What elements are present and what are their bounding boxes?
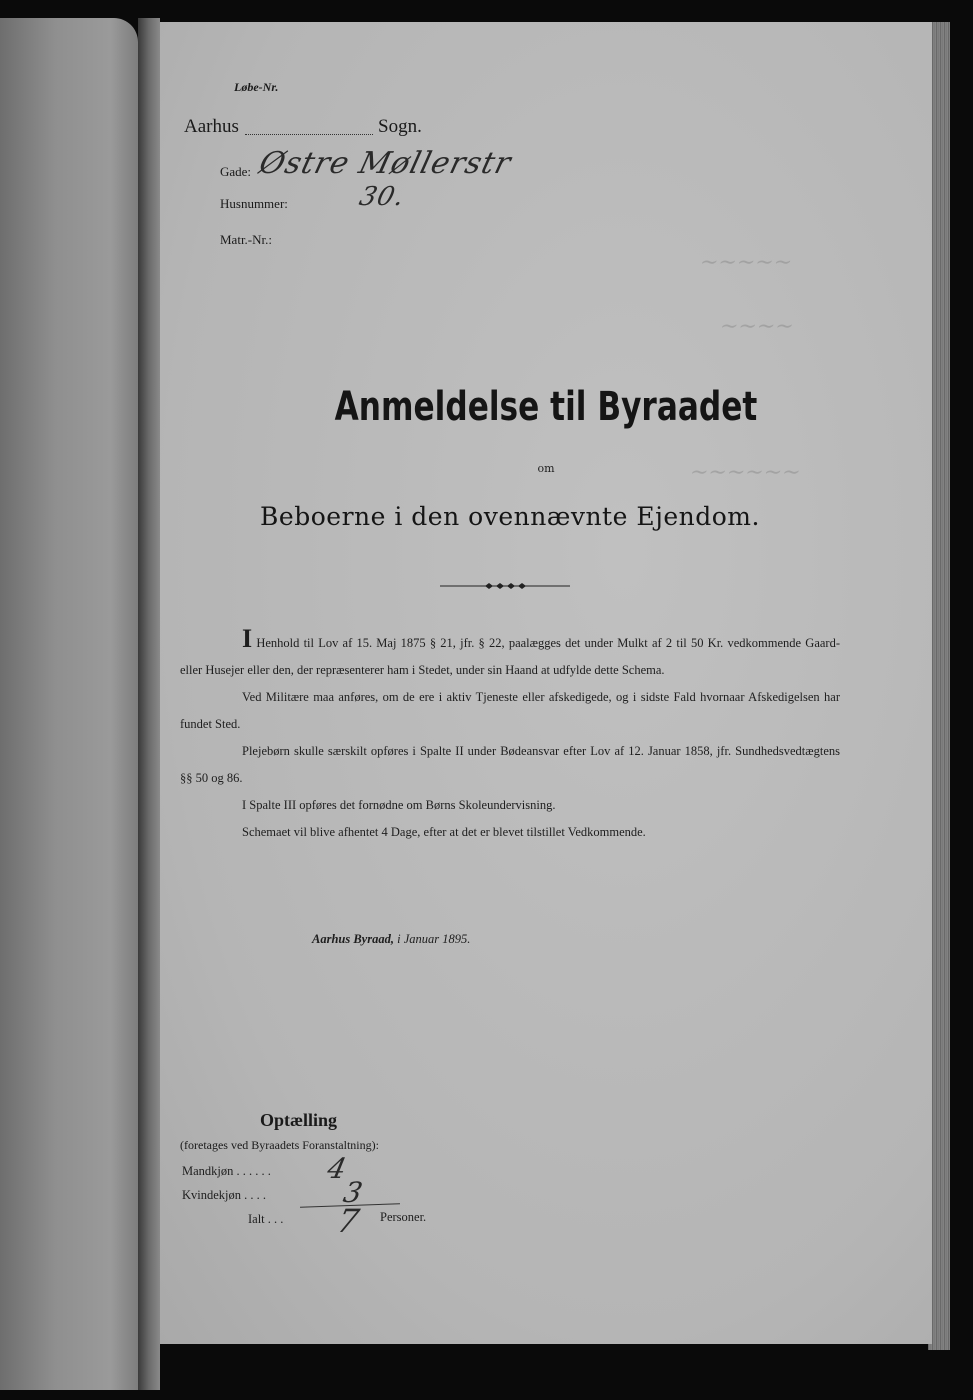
document-title: Anmeldelse til Byraadet: [334, 384, 758, 430]
signature-issuer: Aarhus Byraad,: [312, 932, 394, 946]
optaelling-subtitle: (foretages ved Byraadets Foranstaltning):: [180, 1138, 379, 1152]
ialt-value[interactable]: 7: [333, 1202, 364, 1240]
bleed-through-mark: ~~~~~~: [687, 460, 803, 485]
husnummer-value[interactable]: 30.: [356, 182, 409, 212]
mandkjon-value[interactable]: 4: [324, 1152, 351, 1185]
ialt-label: Ialt . . .: [248, 1212, 284, 1226]
instructions-text: [180, 624, 840, 846]
bleed-through-mark: ~~~~: [717, 314, 796, 339]
document-page: [160, 22, 932, 1344]
bleed-through-mark: ~~~~~: [697, 250, 795, 275]
paragraph-law-text: Henhold til Lov af 15. Maj 1875 § 21, jfr. § 22, paalægges det under Mulkt af 2 til 50 Kr. vedkommende Gaard- eller Husejer eller den, der repræsenterer ham i Stedet, under sin Haand at udfylde dette Schema.: [180, 636, 840, 677]
kvindekjon-value[interactable]: 3: [340, 1176, 367, 1209]
paragraph-collection: Schemaet vil blive afhentet 4 Dage, efter at det er blevet tilstillet Vedkommende.: [242, 825, 646, 839]
husnummer-label: Husnummer:: [220, 196, 288, 211]
ornament-divider: [440, 582, 570, 590]
matr-nr-label: Matr.-Nr.:: [220, 232, 272, 247]
gade-value[interactable]: Østre Møllerstr: [255, 146, 515, 181]
paragraph-military: Ved Militære maa anføres, om de ere i aktiv Tjeneste eller afskedigede, og i sidste Fald hvornaar Afskedigelsen har fundet Sted.: [180, 690, 840, 731]
drop-cap: I: [242, 624, 253, 653]
personer-label: Personer.: [380, 1210, 427, 1224]
mandkjon-label: Mandkjøn . . . . . .: [182, 1164, 271, 1178]
kvindekjon-label: Kvindekjøn . . . .: [182, 1188, 267, 1202]
sogn-fill-line[interactable]: [245, 134, 373, 135]
left-page-edge: [0, 18, 138, 1390]
sogn-label: Sogn.: [378, 116, 422, 137]
optaelling-title: Optælling: [260, 1110, 338, 1130]
document-subtitle: Beboerne i den ovennævnte Ejendom.: [260, 502, 760, 531]
paragraph-school: I Spalte III opføres det fornødne om Børns Skoleundervisning.: [242, 798, 556, 812]
signature-date: i Januar 1895.: [397, 932, 471, 946]
book-gutter: [138, 18, 160, 1390]
city-label: Aarhus: [184, 116, 239, 137]
signature-line: [312, 932, 470, 947]
title-connector: om: [537, 462, 555, 475]
paragraph-law: [180, 624, 840, 684]
loebe-nr-label: Løbe-Nr.: [234, 80, 279, 94]
paragraph-foster: Plejebørn skulle særskilt opføres i Spalte II under Bødeansvar efter Lov af 12. Januar 1858, jfr. Sundhedsvedtægtens §§ 50 og 86.: [180, 744, 840, 785]
gade-label: Gade:: [220, 164, 252, 179]
